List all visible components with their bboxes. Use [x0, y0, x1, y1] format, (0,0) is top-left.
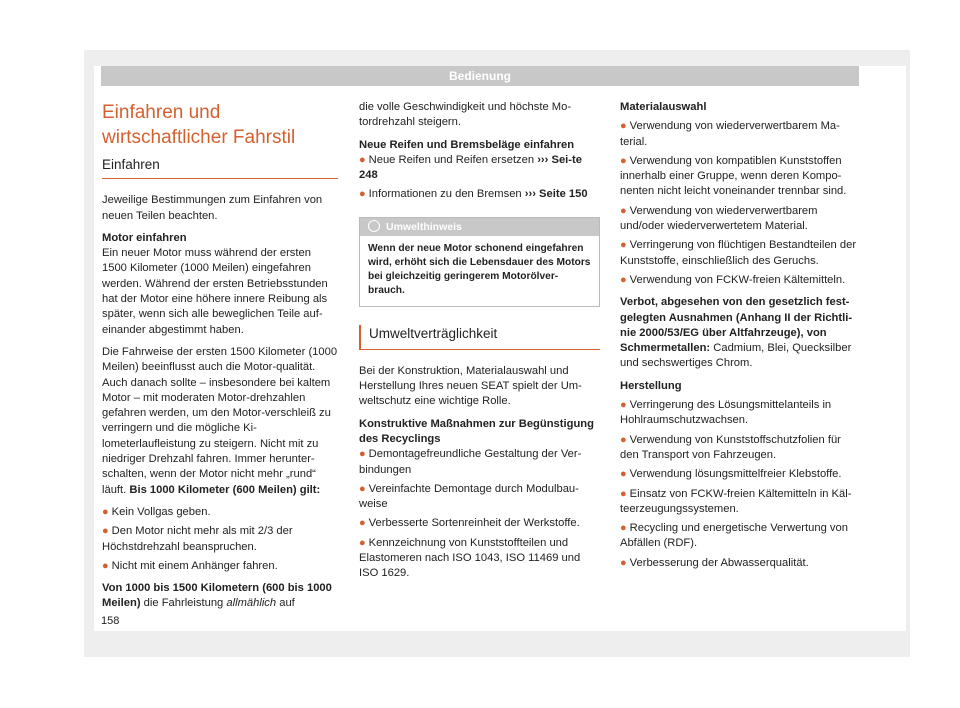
- construction-heading: Konstruktive Maßnahmen zur Begünstigung des Recyclings: [359, 417, 594, 445]
- bullet-icon: ●: [620, 468, 627, 481]
- list-item: ● Kennzeichnung von Kunststoffteilen und Elastomeren nach ISO 1043, ISO 11469 und ISO 1629.: [359, 536, 581, 580]
- bullet-icon: ●: [620, 433, 627, 446]
- environment-note-text: Wenn der neue Motor schonend eingefahren wird, erhöht sich die Lebensdauer des Motors bei gleichzeitig geringerem Motorölver-brauch.: [368, 242, 591, 296]
- last-paragraph: Von 1000 bis 1500 Kilometern (600 bis 1000 Meilen) die Fahrleistung allmählich auf: [102, 582, 332, 610]
- bullet-icon: ●: [620, 399, 627, 412]
- list-item: ● Verbesserung der Abwasserqualität.: [620, 556, 809, 569]
- list-item: ● Demontagefreundliche Gestaltung der Ver-bindungen: [359, 448, 582, 476]
- motor-paragraph-2-bold: Bis 1000 Kilometer (600 Meilen) gilt:: [129, 483, 321, 496]
- list-item: ● Vereinfachte Demontage durch Modulbau-weise: [359, 482, 579, 511]
- page-number: 158: [101, 615, 120, 627]
- bullet-icon: ●: [620, 487, 627, 500]
- list-item: ● Kein Vollgas geben.: [102, 505, 211, 518]
- list-item: ● Verringerung des Lösungsmittelanteils in Hohlraumschutzwachsen.: [620, 399, 832, 427]
- bullet-icon: ●: [620, 556, 627, 569]
- list-item: ● Verwendung von Kunststoffschutzfolien für den Transport von Fahrzeugen.: [620, 433, 841, 461]
- material-heading: Materialauswahl: [620, 101, 707, 113]
- motor-heading: Motor einfahren: [102, 231, 187, 244]
- motor-paragraph-2-text: Die Fahrweise der ersten 1500 Kilometer (1000 Meilen) beeinflusst auch die Motor-qualität. Auch danach sollte – insbesondere bei kaltem Motor – mit moderaten Motor-drehzahlen gefahren werden, um den Motor-verschleiß zu verringern und die mögliche Ki-lometerlaufleistung zu steigern. Nicht mit zu niedriger Drehzahl fahren. Immer herunter-schalten, wenn der Motor nicht mehr „rund“ läuft.: [102, 345, 338, 496]
- column-3: [620, 100, 860, 575]
- bullet-icon: ●: [102, 505, 109, 518]
- list-item: ● Verwendung von FCKW-freien Kältemitteln.: [620, 273, 846, 286]
- motor-paragraph-2: [102, 345, 338, 498]
- bullet-icon: ●: [359, 188, 366, 201]
- bullet-icon: ●: [620, 204, 627, 217]
- column-2: [359, 100, 600, 586]
- bullet-icon: ●: [620, 239, 627, 252]
- list-item: ● Recycling und energetische Verwertung von Abfällen (RDF).: [620, 522, 848, 550]
- bullet-icon: ●: [620, 154, 627, 167]
- section-heading: Umweltverträglichkeit: [359, 325, 600, 350]
- list-item: ● Verwendung von wiederverwertbarem und/oder wiederverwertetem Material.: [620, 204, 818, 233]
- list-item: ● Nicht mit einem Anhänger fahren.: [102, 559, 278, 572]
- page-reference-link[interactable]: ››› Seite 150: [524, 188, 588, 201]
- environment-icon: [368, 220, 380, 232]
- bullet-icon: ●: [102, 559, 109, 572]
- list-item: ● Verwendung von kompatiblen Kunststoffen innerhalb einer Gruppe, wenn deren Kompo-nenten nicht leicht voneinander trennbar sind.: [620, 154, 847, 198]
- list-item: ● Informationen zu den Bremsen ››› Seite 150: [359, 188, 588, 201]
- list-item: ● Verwendung von wiederverwertbarem Ma-terial.: [620, 120, 840, 148]
- bullet-icon: ●: [620, 522, 627, 535]
- bullet-icon: ●: [359, 153, 366, 166]
- bullet-icon: ●: [359, 482, 366, 495]
- bullet-icon: ●: [620, 273, 627, 286]
- section-subtitle: Einfahren: [102, 157, 338, 179]
- chapter-header: Bedienung: [101, 66, 859, 86]
- environment-note-header: Umwelthinweis: [360, 218, 599, 236]
- environment-paragraph: Bei der Konstruktion, Materialauswahl und Herstellung Ihres neuen SEAT spielt der Um-weltschutz eine wichtige Rolle.: [359, 364, 582, 408]
- bullet-icon: ●: [359, 536, 366, 549]
- list-item: ● Neue Reifen und Reifen ersetzen ››› Sei-te 248: [359, 153, 582, 182]
- column-1: [102, 100, 338, 619]
- list-item: ● Einsatz von FCKW-freien Kältemitteln in Käl-teerzeugungssystemen.: [620, 487, 852, 515]
- bullet-icon: ●: [620, 120, 627, 133]
- list-item: ● Verringerung von flüchtigen Bestandteilen der Kunststoffe, einschließlich des Geruchs.: [620, 239, 857, 267]
- list-item: ● Verbesserte Sortenreinheit der Werkstoffe.: [359, 517, 580, 530]
- page-title: Einfahren und wirtschaftlicher Fahrstil: [102, 102, 296, 148]
- intro-text: Jeweilige Bestimmungen zum Einfahren von neuen Teilen beachten.: [102, 194, 323, 222]
- environment-note-box: [359, 217, 600, 307]
- heavy-metals-paragraph: Verbot, abgesehen von den gesetzlich fest-gelegten Ausnahmen (Anhang II der Richtli-nie 2000/53/EG über Altfahrzeuge), von Schmermetallen: Cadmium, Blei, Quecksilber und sechswertiges Chrom.: [620, 296, 853, 370]
- tires-heading: Neue Reifen und Bremsbeläge einfahren: [359, 138, 575, 151]
- production-heading: Herstellung: [620, 379, 682, 392]
- list-item: ● Verwendung lösungsmittelfreier Klebstoffe.: [620, 468, 842, 481]
- motor-paragraph-1: Ein neuer Motor muss während der ersten 1500 Kilometer (1000 Meilen) eingefahren werden. Während der ersten Betriebsstunden hat der Motor eine höhere innere Reibung als später, wenn sich alle beweglichen Teile auf-einander abgestimmt haben.: [102, 247, 328, 336]
- page-reference-link[interactable]: ››› Sei-te 248: [359, 153, 582, 182]
- bullet-icon: ●: [359, 448, 366, 461]
- bullet-icon: ●: [102, 525, 109, 538]
- bullet-icon: ●: [359, 517, 366, 530]
- continued-text: die volle Geschwindigkeit und höchste Mo-tordrehzahl steigern.: [359, 101, 572, 129]
- list-item: ● Den Motor nicht mehr als mit 2/3 der Höchstdrehzahl beanspruchen.: [102, 525, 293, 553]
